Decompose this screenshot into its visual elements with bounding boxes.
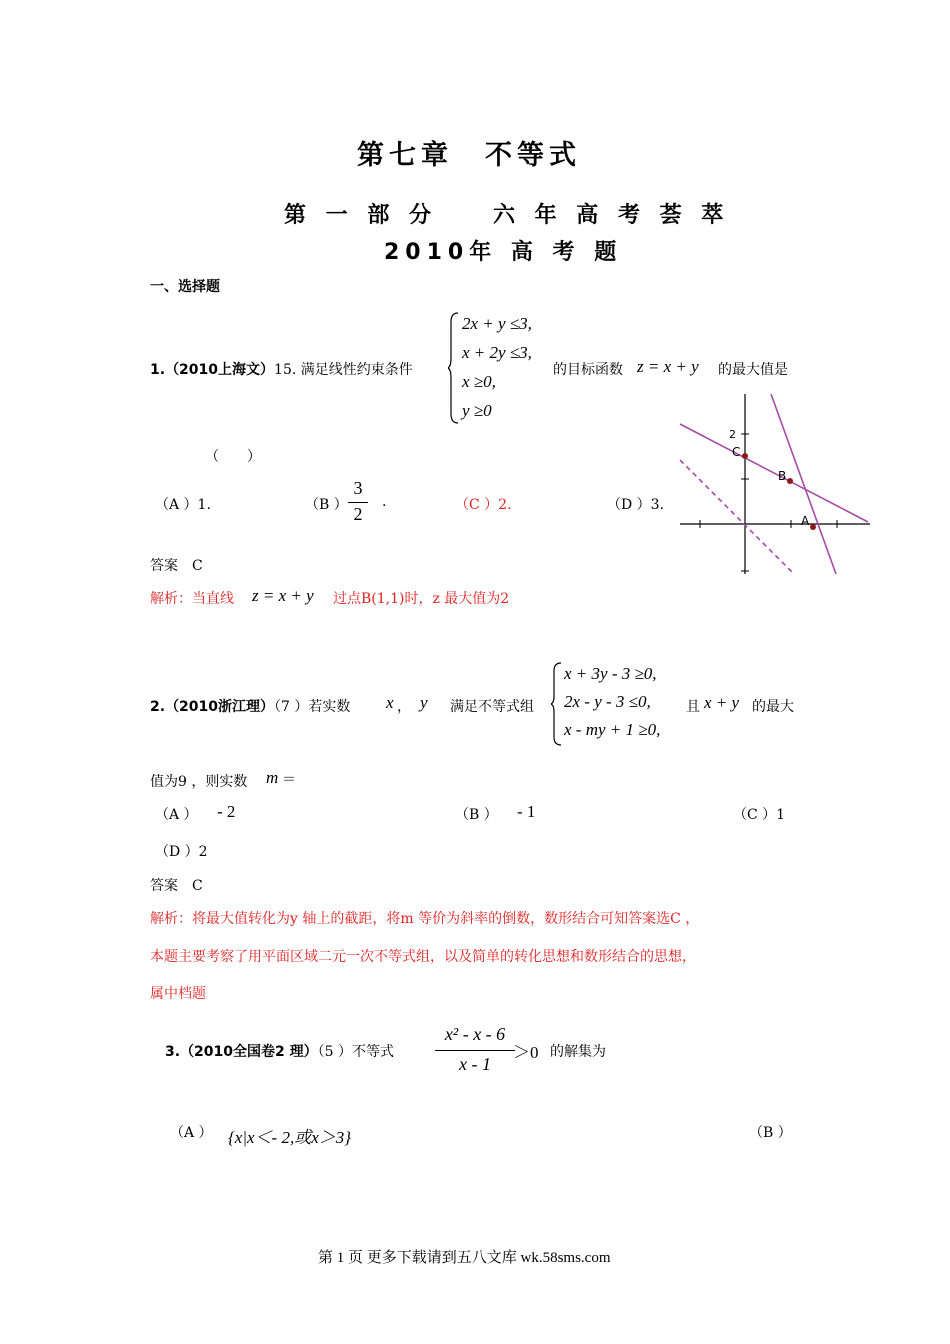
chapter-title: 第七章 不等式	[357, 140, 581, 171]
q2-var-m: m	[266, 768, 279, 787]
q1-option-b-numerator: 3	[353, 478, 363, 498]
q2-option-d: （D ）2	[155, 844, 208, 860]
q1-option-b-dot: .	[382, 494, 387, 510]
point-c-marker	[742, 453, 748, 459]
q3-option-a-label: （A ）	[170, 1125, 213, 1141]
q2-option-b-value: - 1	[517, 802, 536, 821]
q2-expr: x + y	[704, 693, 740, 712]
q3-stem	[165, 1041, 394, 1061]
constraint-line-x-plus-2y	[680, 424, 868, 522]
q2-stem	[150, 696, 350, 716]
fraction-bar	[435, 1050, 515, 1051]
q1-constraint-2: x + 2y ≤3,	[462, 343, 532, 362]
q3-option-a-set: {x|x＜- 2,或x＞3}	[228, 1128, 352, 1147]
page-footer: 第 1 页 更多下载请到五八文库 wk.58sms.com	[318, 1250, 611, 1266]
q3-fraction-denominator: x - 1	[459, 1054, 491, 1074]
q2-option-a-value: - 2	[217, 802, 236, 821]
q2-post: 的最大	[752, 699, 794, 715]
q2-option-b-label: （B ）	[455, 807, 498, 823]
q1-analysis-pre: 解析：当直线	[150, 591, 234, 607]
q2-answer: 答案 C	[150, 878, 203, 894]
q1-answer: 答案 C	[150, 558, 203, 574]
point-a-label: A	[801, 514, 810, 528]
q3-option-b-label: （B ）	[749, 1125, 792, 1141]
q2-mid: 满足不等式组	[450, 699, 534, 715]
q1-analysis-formula: z = x + y	[252, 586, 314, 605]
q3-source: （2010全国卷2 理）	[180, 1044, 318, 1060]
q2-analysis-line-3: 属中档题	[150, 986, 206, 1002]
q2-number: 2.	[150, 699, 166, 715]
q1-constraint-1: 2x + y ≤3,	[462, 314, 532, 333]
q2-option-a-label: （A ）	[155, 807, 198, 823]
q2-brace-icon	[551, 662, 563, 746]
q2-cont-eq: ＝	[282, 772, 296, 788]
fraction-bar	[348, 502, 368, 503]
q2-analysis-line-1: 解析：将最大值转化为y 轴上的截距，将m 等价为斜率的倒数，数形结合可知答案选C ，	[150, 911, 700, 927]
objective-line-dashed	[680, 460, 794, 574]
point-a-marker	[810, 524, 816, 530]
q1-feasible-region-graph	[676, 394, 872, 576]
q1-blank: （ ）	[205, 449, 261, 465]
q2-and: 且	[686, 699, 700, 715]
q1-number: 1.	[150, 362, 166, 378]
point-c-label: C	[732, 445, 741, 459]
q1-option-a: （A ）1.	[155, 497, 211, 513]
q1-option-d: （D ）3.	[607, 497, 665, 513]
q3-greater-than-zero: ＞0	[513, 1043, 539, 1062]
point-b-label: B	[778, 469, 787, 483]
q3-pre: （5 ）不等式	[317, 1044, 395, 1060]
q2-source: （2010浙江理）	[165, 699, 275, 715]
q1-option-b-label: （B ）	[305, 497, 348, 513]
q1-post: 的最大值是	[718, 362, 788, 378]
q1-constraint-3: x ≥0,	[462, 372, 496, 391]
q2-var-y: y	[420, 693, 428, 712]
q2-pre: （7 ）若实数	[274, 699, 351, 715]
q1-option-b-denominator: 2	[353, 504, 363, 524]
q3-fraction-numerator: x² - x - 6	[444, 1024, 506, 1044]
q1-option-c: （C ）2.	[455, 497, 512, 513]
q2-cont-pre: 值为9 ，则实数	[150, 774, 248, 790]
section-label: 一、选择题	[150, 279, 220, 295]
constraint-line-2x-plus-y	[771, 394, 836, 574]
q1-constraint-4: y ≥0	[462, 401, 492, 420]
part-title: 第 一 部 分 六 年 高 考 荟 萃	[284, 203, 730, 228]
point-b-marker	[787, 478, 793, 484]
q2-constraint-2: 2x - y - 3 ≤0,	[564, 692, 651, 711]
q2-var-x: x	[386, 693, 394, 712]
q1-objective: z = x + y	[637, 357, 699, 376]
q2-comma: ，	[397, 699, 411, 715]
q1-stem	[150, 359, 413, 379]
q2-constraint-3: x - my + 1 ≥0,	[564, 720, 661, 739]
q1-mid: 的目标函数	[553, 362, 623, 378]
q2-constraint-1: x + 3y - 3 ≥0,	[564, 664, 657, 683]
q2-analysis-line-2: 本题主要考察了用平面区域二元一次不等式组，以及简单的转化思想和数形结合的思想，	[150, 949, 696, 965]
q1-analysis-post: 过点B(1,1)时，z 最大值为2	[333, 591, 510, 607]
q3-post: 的解集为	[550, 1044, 606, 1060]
q3-number: 3.	[165, 1044, 181, 1060]
q2-option-c: （C ）1	[733, 807, 786, 823]
q1-brace-icon	[448, 312, 460, 424]
q1-source: （2010上海文）	[165, 362, 275, 378]
y-tick-label: 2	[729, 428, 736, 441]
q1-pre: 15. 满足线性约束条件	[274, 362, 413, 378]
year-title: 2010年 高 考 题	[384, 240, 623, 265]
